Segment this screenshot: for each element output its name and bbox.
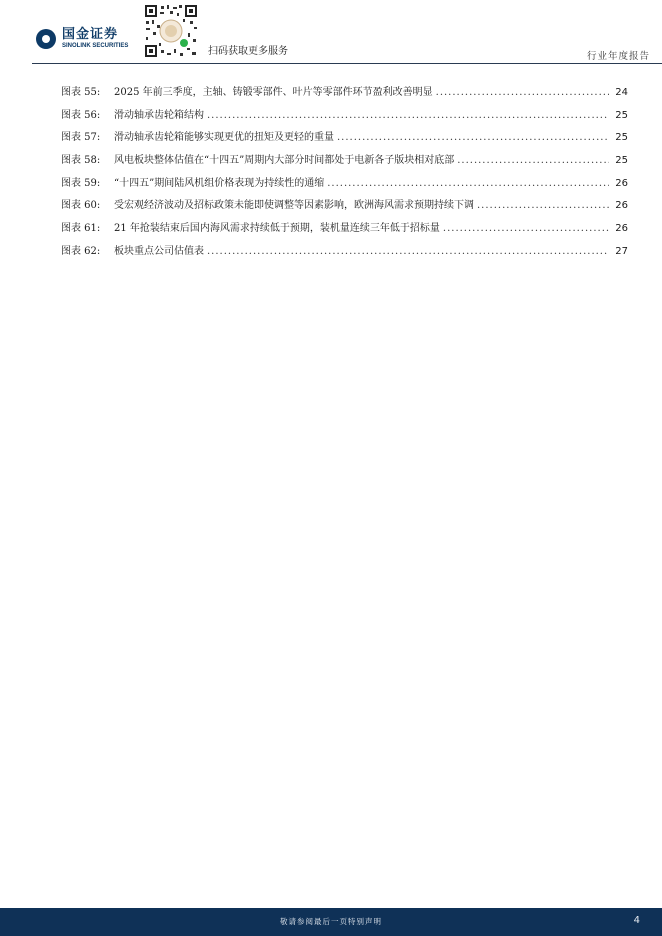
toc-page-number[interactable]: 25 xyxy=(615,132,628,144)
toc-figure-label: 图表 58: xyxy=(61,155,101,167)
toc-entry[interactable] xyxy=(61,195,628,218)
toc-entry[interactable] xyxy=(61,173,628,196)
toc-figure-label: 图表 60: xyxy=(61,200,101,212)
company-logo xyxy=(36,28,128,49)
document-type: 行业年度报告 xyxy=(586,51,650,62)
toc-leader-dots xyxy=(436,82,609,105)
page-footer xyxy=(0,908,662,936)
toc-figure-title[interactable]: “十四五”期间陆风机组价格表现为持续性的通缩 xyxy=(114,177,325,189)
toc-page-number[interactable]: 26 xyxy=(615,200,628,212)
toc-figure-label: 图表 55: xyxy=(61,87,101,98)
toc-figure-label: 图表 56: xyxy=(61,109,101,121)
toc-entry[interactable] xyxy=(61,127,628,150)
toc-leader-dots xyxy=(207,105,609,128)
toc-figure-title[interactable]: 板块重点公司估值表 xyxy=(114,245,204,257)
toc-page-number[interactable]: 26 xyxy=(615,223,628,235)
page-header xyxy=(0,0,662,64)
toc-leader-dots xyxy=(443,218,609,241)
figure-list xyxy=(61,82,628,264)
toc-entry[interactable] xyxy=(61,150,628,173)
footer-page-number: 4 xyxy=(633,915,640,926)
toc-figure-title[interactable]: 2025 年前三季度，主轴、铸锻零部件、叶片等零部件环节盈利改善明显 xyxy=(114,87,433,98)
toc-figure-label: 图表 61: xyxy=(61,223,101,235)
toc-leader-dots xyxy=(337,127,609,150)
toc-leader-dots xyxy=(457,150,609,173)
toc-figure-title[interactable]: 风电板块整体估值在“十四五”周期内大部分时间都处于电新各子版块相对底部 xyxy=(114,155,455,167)
toc-entry[interactable] xyxy=(61,105,628,128)
toc-figure-title[interactable]: 受宏观经济波动及招标政策未能即使调整等因素影响，欧洲海风需求预期持续下调 xyxy=(114,200,474,212)
toc-page-number[interactable]: 26 xyxy=(615,177,628,189)
toc-leader-dots xyxy=(327,173,609,196)
toc-figure-label: 图表 59: xyxy=(61,177,101,189)
toc-figure-title[interactable]: 滑动轴承齿轮箱结构 xyxy=(114,109,204,121)
toc-page-number[interactable]: 25 xyxy=(615,155,628,167)
toc-figure-title[interactable]: 滑动轴承齿轮箱能够实现更优的扭矩及更轻的重量 xyxy=(114,132,334,144)
qr-code-icon[interactable] xyxy=(143,3,199,59)
logo-name-cn: 国金证券 xyxy=(62,27,119,42)
toc-page-number[interactable]: 27 xyxy=(615,245,628,257)
logo-mark-icon xyxy=(36,29,56,49)
toc-page-number[interactable]: 24 xyxy=(615,87,628,98)
footer-disclaimer: 敬请参阅最后一页特别声明 xyxy=(280,917,382,926)
toc-entry[interactable] xyxy=(61,82,628,105)
toc-leader-dots xyxy=(207,241,609,264)
toc-leader-dots xyxy=(477,195,609,218)
logo-name-en: SINOLINK SECURITIES xyxy=(62,43,129,49)
qr-caption: 扫码获取更多服务 xyxy=(208,46,288,57)
toc-entry[interactable] xyxy=(61,218,628,241)
toc-figure-label: 图表 62: xyxy=(61,245,101,257)
toc-figure-label: 图表 57: xyxy=(61,132,101,144)
toc-page-number[interactable]: 25 xyxy=(615,109,628,121)
toc-entry[interactable] xyxy=(61,241,628,264)
toc-figure-title[interactable]: 21 年抢装结束后国内海风需求持续低于预期，装机量连续三年低于招标量 xyxy=(114,223,440,235)
header-divider xyxy=(32,63,662,64)
